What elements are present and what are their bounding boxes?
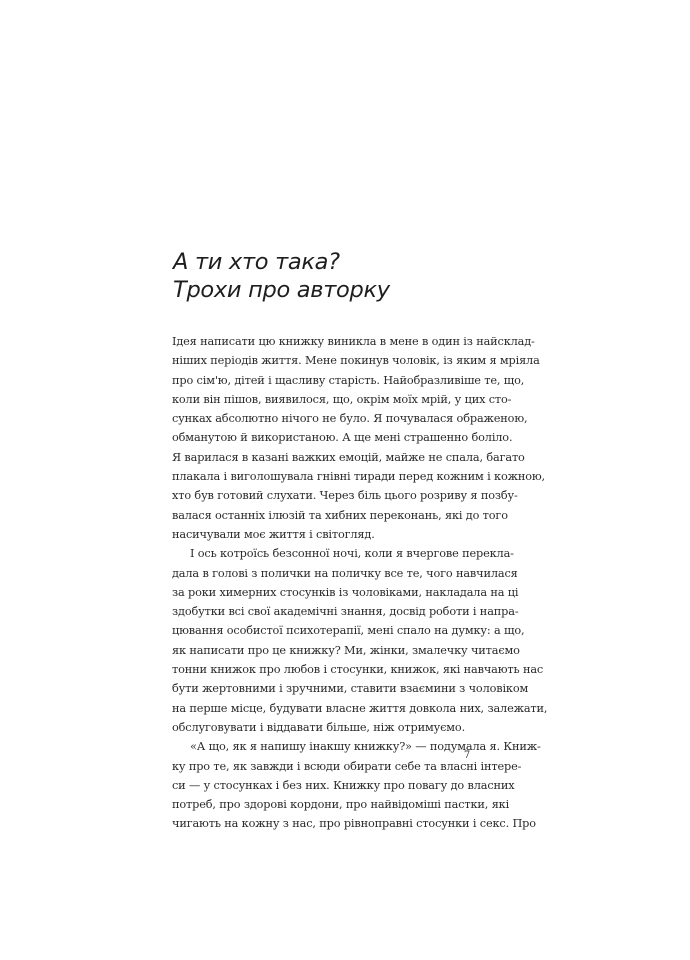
body-text: [172, 332, 548, 834]
text-line: валася останніх ілюзій та хибних переконань, які до того: [172, 508, 508, 522]
text-line: як написати про це книжку? Ми, жінки, змалечку читаємо: [172, 643, 520, 657]
text-line: тонни книжок про любов і стосунки, книжок, які навчають нас: [172, 663, 544, 677]
text-line: Я варилася в казані важких емоцій, майже не спала, багато: [172, 450, 525, 464]
text-line: про сім'ю, дітей і щасливу старість. Найобразливіше те, що,: [172, 373, 525, 387]
text-line: коли він пішов, виявилося, що, окрім моїх мрій, у цих сто-: [172, 392, 512, 406]
page-number: 7: [463, 750, 471, 761]
text-line: ку про те, як завжди і всюди обирати себе та власні інтере-: [172, 759, 522, 773]
text-line: здобутки всі свої академічні знання, досвід роботи і напра-: [172, 605, 519, 619]
text-line: обслуговувати і віддавати більше, ніж отримуємо.: [172, 720, 466, 734]
text-line: насичували моє життя і світогляд.: [172, 527, 375, 541]
text-line: «А що, як я напишу інакшу книжку?» — подумала я. Книж-: [190, 740, 541, 754]
chapter-title: [173, 248, 513, 304]
text-line: ніших періодів життя. Мене покинув чоловік, із яким я мріяла: [172, 354, 540, 368]
text-line: хто був готовий слухати. Через біль цього розриву я позбу-: [172, 489, 518, 503]
text-line: плакала і виголошувала гнівні тиради перед кожним і кожною,: [172, 470, 545, 484]
text-line: си — у стосунках і без них. Книжку про повагу до власних: [172, 778, 515, 792]
text-line: на перше місце, будувати власне життя довкола них, залежати,: [172, 701, 548, 715]
text-line: І ось котроїсь безсонної ночі, коли я вчергове перекла-: [190, 547, 514, 561]
text-line: потреб, про здорові кордони, про найвідоміші пастки, які: [172, 798, 510, 812]
text-line: Ідея написати цю книжку виникла в мене в один із найсклад-: [172, 335, 535, 348]
text-line: за роки химерних стосунків із чоловіками, накладала на ці: [172, 585, 519, 599]
chapter-title-line-2: Трохи про авторку: [173, 277, 390, 303]
text-line: чигають на кожну з нас, про рівноправні стосунки і секс. Про: [172, 817, 536, 831]
text-line: бути жертовними і зручними, ставити взаємини з чоловіком: [172, 682, 529, 696]
text-line: дала в голові з полички на поличку все те, чого навчилася: [172, 566, 518, 580]
text-line: цювання особистої психотерапії, мені спало на думку: а що,: [172, 624, 525, 638]
chapter-title-line-1: А ти хто така?: [173, 249, 340, 275]
text-line: сунках абсолютно нічого не було. Я почувалася ображеною,: [172, 412, 528, 426]
text-line: обманутою й використаною. А ще мені страшенно боліло.: [172, 431, 513, 445]
